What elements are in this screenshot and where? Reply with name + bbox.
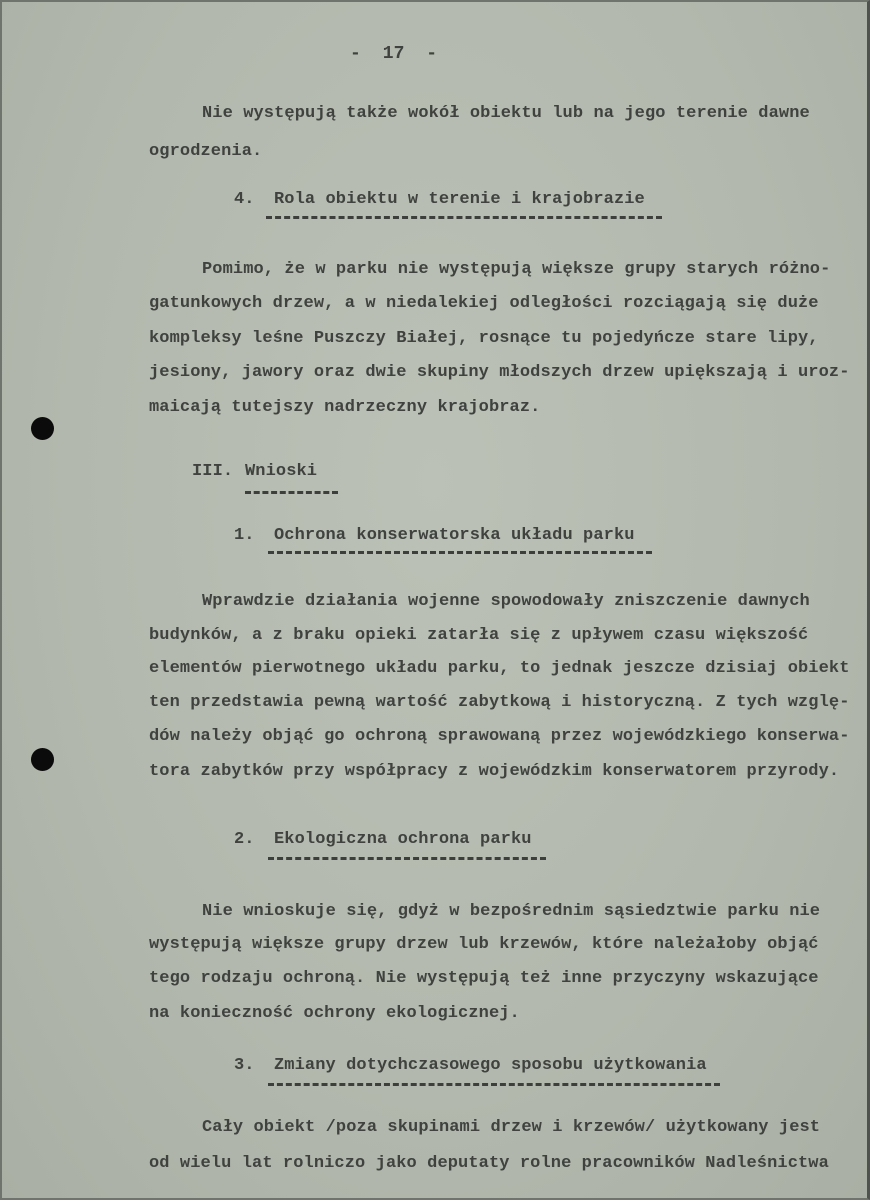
paragraph-line: Nie wnioskuje się, gdyż w bezpośrednim sąsiedztwie parku nie <box>202 902 821 921</box>
section-number: 2. <box>234 830 255 849</box>
heading-underline <box>268 1083 720 1086</box>
section-heading: Ochrona konserwatorska układu parku <box>274 526 635 545</box>
paragraph-line: tora zabytków przy współpracy z wojewódzkim konserwatorem przyrody. <box>149 762 840 781</box>
paragraph-line: kompleksy leśne Puszczy Białej, rosnące tu pojedyńcze stare lipy, <box>149 329 819 348</box>
paragraph-line: Cały obiekt /poza skupinami drzew i krzewów/ użytkowany jest <box>202 1118 821 1137</box>
paragraph-line: elementów pierwotnego układu parku, to jednak jeszcze dzisiaj obiekt <box>149 659 850 678</box>
paragraph-line: budynków, a z braku opieki zatarła się z upływem czasu większość <box>149 626 809 645</box>
paragraph-line: na konieczność ochrony ekologicznej. <box>149 1004 520 1023</box>
punch-hole <box>31 748 54 771</box>
heading-underline <box>266 216 662 219</box>
page-number: - 17 - <box>350 44 438 64</box>
paragraph-line: od wielu lat rolniczo jako deputaty rolne pracowników Nadleśnictwa <box>149 1154 829 1173</box>
heading-underline <box>268 857 546 860</box>
paragraph-line: tego rodzaju ochroną. Nie występują też inne przyczyny wskazujące <box>149 969 819 988</box>
paragraph-line: dów należy objąć go ochroną sprawowaną przez wojewódzkiego konserwa- <box>149 727 850 746</box>
chapter-heading: Wnioski <box>245 462 318 481</box>
paragraph-line: Wprawdzie działania wojenne spowodowały zniszczenie dawnych <box>202 592 810 611</box>
paragraph-line: gatunkowych drzew, a w niedalekiej odległości rozciągają się duże <box>149 294 819 313</box>
paragraph-line: ten przedstawia pewną wartość zabytkową i historyczną. Z tych wzglę- <box>149 693 850 712</box>
section-heading: Zmiany dotychczasowego sposobu użytkowania <box>274 1056 707 1075</box>
heading-underline <box>268 551 652 554</box>
punch-hole <box>31 417 54 440</box>
paragraph-line: Nie występują także wokół obiektu lub na jego terenie dawne <box>202 104 810 123</box>
section-number: 3. <box>234 1056 255 1075</box>
section-number: 1. <box>234 526 255 545</box>
section-number: 4. <box>234 190 255 209</box>
section-heading: Rola obiektu w terenie i krajobrazie <box>274 190 645 209</box>
paragraph-line: Pomimo, że w parku nie występują większe grupy starych różno- <box>202 260 831 279</box>
paragraph-line: występują większe grupy drzew lub krzewów, które należałoby objąć <box>149 935 819 954</box>
section-heading: Ekologiczna ochrona parku <box>274 830 532 849</box>
chapter-number: III. <box>192 462 234 481</box>
heading-underline <box>245 491 338 494</box>
paragraph-line: jesiony, jawory oraz dwie skupiny młodszych drzew upiększają i uroz- <box>149 363 850 382</box>
paragraph-line: maicają tutejszy nadrzeczny krajobraz. <box>149 398 541 417</box>
paragraph-line: ogrodzenia. <box>149 142 263 161</box>
